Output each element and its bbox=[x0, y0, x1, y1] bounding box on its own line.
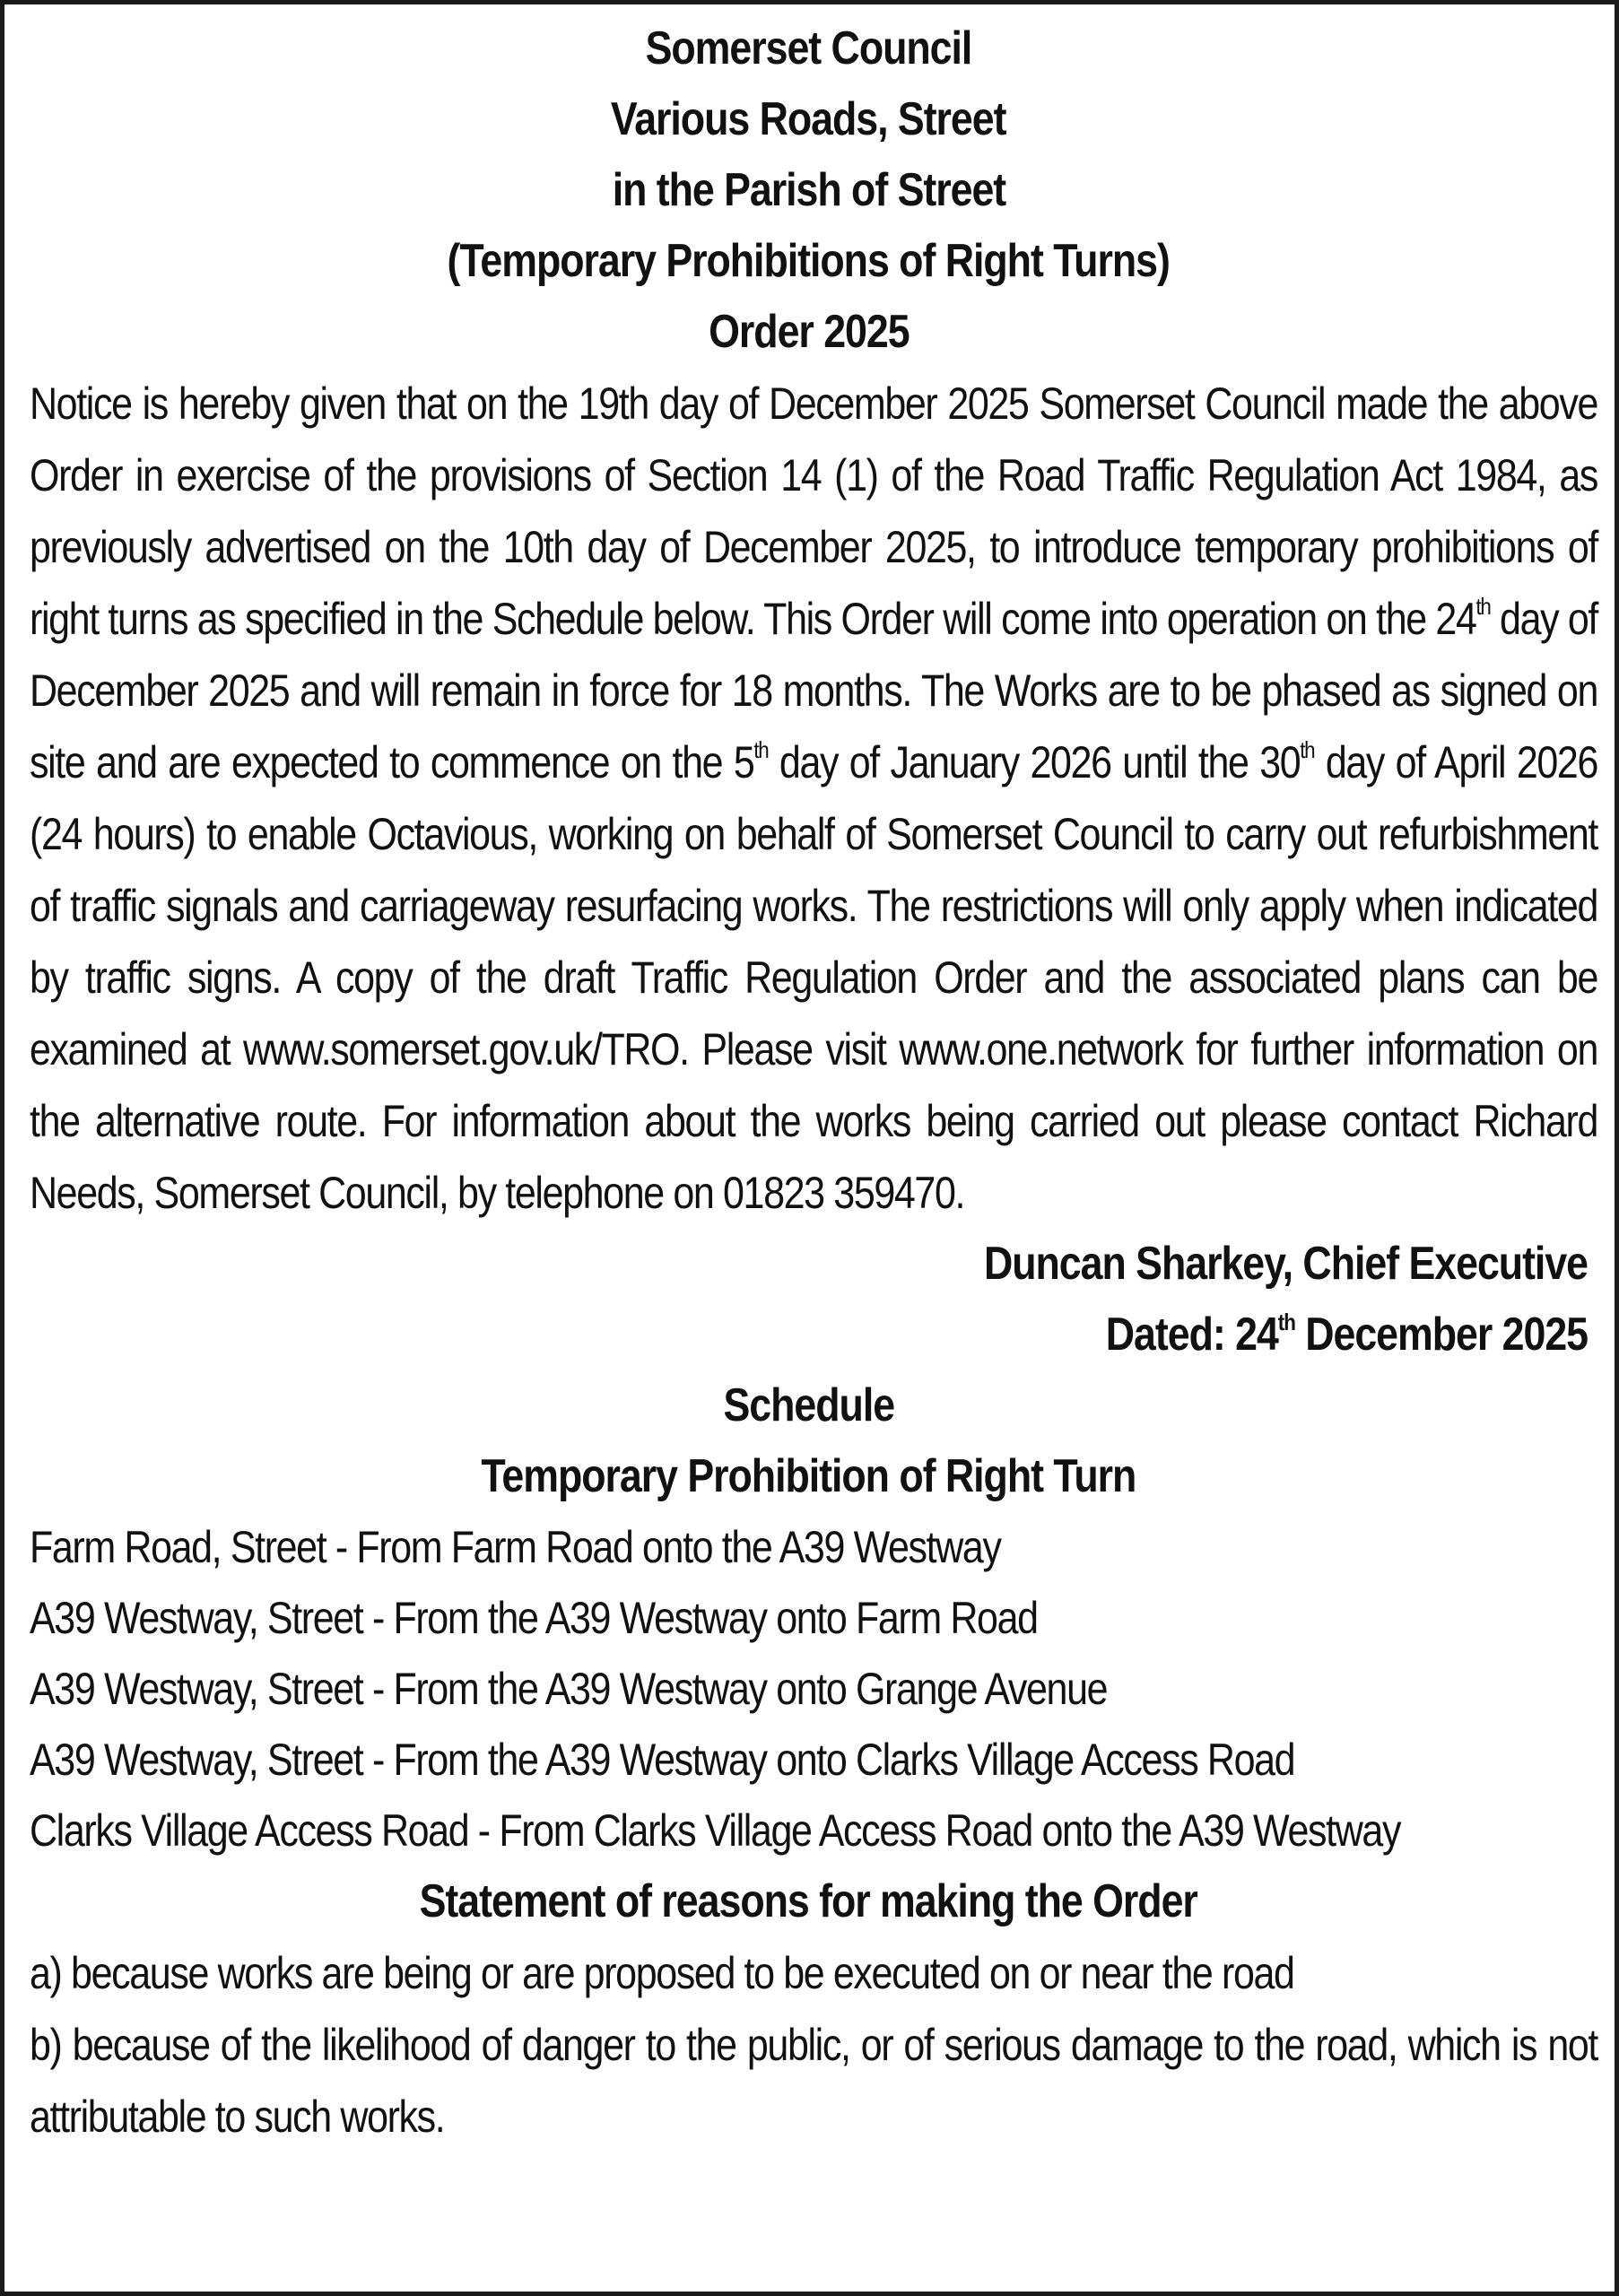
signature-block bbox=[30, 1229, 1588, 1370]
notice-text-part-4: day of April 2026 (24 hours) to enable Octavious, working on behalf of Somerset Council to carry out refurbishment of traffic signals and carriageway resurfacing works. The restrictions will only apply when indicated by traffic signs. A copy of the draft Traffic Regulation Order and the associated plans can be examined at www.somerset.gov.uk/TRO. Please visit www.one.network for further information on the alternative route. For information about the works being carried out please contact Richard Needs, Somerset Council, by telephone on 01823 359470. bbox=[30, 737, 1598, 1218]
ordinal-suffix-2: th bbox=[753, 736, 769, 764]
schedule-item: A39 Westway, Street - From the A39 Westway onto Clarks Village Access Road bbox=[30, 1735, 1295, 1785]
reason-item-a: a) because works are being or are proposed to be executed on or near the road bbox=[30, 1948, 1294, 1998]
title-line-4: (Temporary Prohibitions of Right Turns) bbox=[447, 235, 1171, 287]
title-line-2: Various Roads, Street bbox=[611, 93, 1006, 145]
reasons-heading-block bbox=[30, 1866, 1588, 1937]
notice-text-part-3: day of January 2026 until the 30 bbox=[768, 737, 1301, 787]
schedule-heading-block bbox=[30, 1370, 1588, 1512]
dated-ordinal-suffix: th bbox=[1277, 1308, 1295, 1335]
reasons-list bbox=[30, 1937, 1597, 2152]
dated-suffix: December 2025 bbox=[1294, 1309, 1588, 1361]
signature-date bbox=[248, 1300, 1588, 1370]
reasons-heading: Statement of reasons for making the Order bbox=[419, 1875, 1198, 1927]
title-line-1: Somerset Council bbox=[645, 22, 972, 74]
schedule-subheading: Temporary Prohibition of Right Turn bbox=[481, 1450, 1136, 1502]
schedule-item: A39 Westway, Street - From the A39 Westway onto Grange Avenue bbox=[30, 1664, 1108, 1714]
schedule-item: Clarks Village Access Road - From Clarks Village Access Road onto the A39 Westway bbox=[30, 1805, 1401, 1856]
schedule-item: A39 Westway, Street - From the A39 Westway onto Farm Road bbox=[30, 1593, 1038, 1643]
schedule-list bbox=[30, 1512, 1588, 1866]
title-line-5: Order 2025 bbox=[708, 306, 910, 358]
title-line-3: in the Parish of Street bbox=[612, 164, 1005, 216]
notice-text-part-1: Notice is hereby given that on the 19th day of December 2025 Somerset Council made the above Order in exercise of the provisions of Section 14 (1) of the Road Traffic Regulation Act 1984, as previously advertised on the 10th day of December 2025, to introduce temporary prohibitions of right turns as specified in the Schedule below. This Order will come into operation on the 24 bbox=[30, 378, 1597, 644]
schedule-item: Farm Road, Street - From Farm Road onto the A39 Westway bbox=[30, 1522, 1001, 1572]
reason-item-b: b) because of the likelihood of danger to the public, or of serious damage to the road, which is not attributable to such works. bbox=[30, 2020, 1597, 2142]
notice-paragraph bbox=[30, 368, 1597, 1229]
signatory-name: Duncan Sharkey, Chief Executive bbox=[983, 1238, 1588, 1290]
ordinal-suffix-3: th bbox=[1300, 736, 1315, 764]
dated-prefix: Dated: 24 bbox=[1105, 1309, 1278, 1361]
notice-body bbox=[30, 368, 1597, 1229]
ordinal-suffix-1: th bbox=[1475, 593, 1491, 621]
notice-text-part-2: day of December 2025 and will remain in force for 18 months. The Works are to be phased as signed on site and are expected to commence on the 5 bbox=[30, 594, 1598, 787]
notice-title bbox=[30, 13, 1588, 368]
schedule-heading: Schedule bbox=[723, 1379, 894, 1431]
